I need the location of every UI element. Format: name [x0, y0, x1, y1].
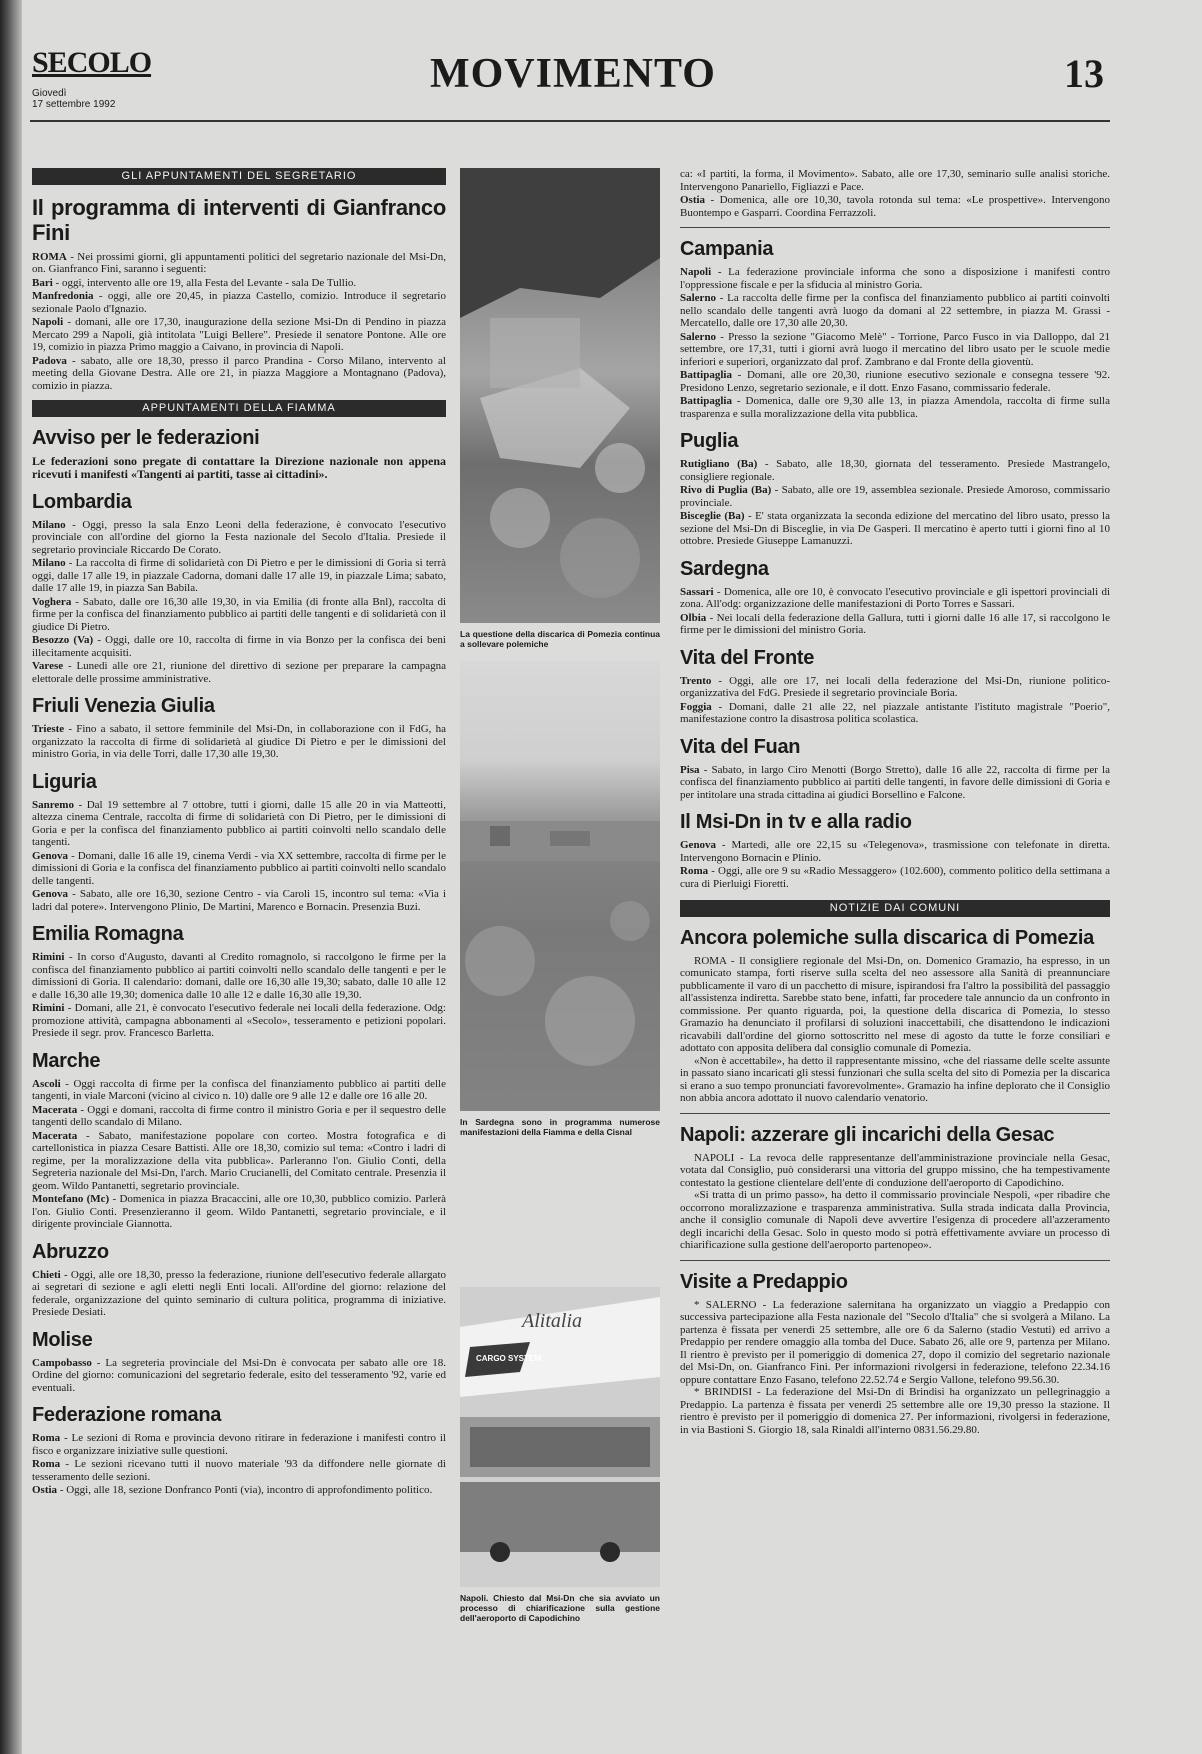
photo-discarica: [460, 168, 660, 623]
news-item-place: Besozzo (Va): [32, 634, 94, 646]
column-left: [32, 168, 446, 1498]
article-paragraph: ROMA - Il consigliere regionale del Msi-Dn, on. Domenico Gramazio, ha espresso, in un comunicato stampa, forti riserve sulla scelta del neo assessore alla Sanità di preannunciare pubblicamente il varo di un pacchetto di misure, ispirandosi fra l'altro la possibilità del passaggio all'assistenza indiretta. Sarebbe stato bene, infatti, far procedere tale annuncio da un confronto in commissione. Per quanto riguarda, poi, la questione della discarica di Pomezia, lo stesso Gramazio ha denunciato il profilarsi di soluzioni inaccettabili, che disattendono le indicazioni ricavabili dall'ordine del giorno sottoscritto nel mese di agosto da tutte le forze consiliari e adottato con apposita delibera dal consiglio comunale di Pomezia.: [680, 954, 1110, 1054]
news-item-place: Pisa: [680, 763, 700, 776]
news-item-text: - La raccolta delle firme per la confisca del finanziamento pubblico ai partiti coinvolti nello scandalo delle tangenti avrà luogo da domani al 22 settembre, in piazza M. Grassi - Mercatello, dalle ore 17,30 alle 20,30.: [680, 292, 1110, 329]
news-item: [32, 951, 446, 1001]
article-paragraph: NAPOLI - La revoca delle rappresentanze dell'amministrazione provinciale nella Gesac, votata dal Consiglio, può considerarsi una vittoria del gruppo missino, che ha tempestivamente contestato la gestione clientelare dell'ente di conduzione dell'aeroporto di Capodichino.: [680, 1151, 1110, 1189]
headline-friuli: Friuli Venezia Giulia: [32, 695, 215, 717]
news-item-text: - Domani, alle 21, è convocato l'esecutivo federale nei locali della federazione. Odg: promozione attività, campagna abbonamenti al «Secolo», tesseramento e petizioni popolari. Presiede il segr. prov. Francesco Barletta.: [32, 1002, 446, 1039]
news-item-text: - oggi, intervento alle ore 19, alla Festa del Levante - sala De Tullio.: [52, 276, 357, 289]
news-item-text: - Domenica, dalle ore 9,30 alle 13, in piazza Amendola, raccolta di firme sulla trasparenza e sulla moralizzazione della vita pubblica.: [680, 395, 1110, 420]
news-item-place: Roma: [32, 1432, 61, 1444]
news-item-text: - Sabato, alle ore 19, assemblea sezionale. Presiede Amoroso, commissario provinciale.: [680, 484, 1110, 509]
news-item: [680, 612, 1110, 637]
plane-sub: CARGO SYSTEM: [476, 1354, 541, 1363]
paras-predappio: [680, 1299, 1110, 1437]
headline-predappio: Visite a Predappio: [680, 1270, 848, 1293]
news-item: [680, 701, 1110, 726]
airplane-image: [460, 1287, 660, 1587]
news-item: [680, 395, 1110, 420]
news-item-place: Manfredonia: [32, 290, 94, 302]
headline-molise: Molise: [32, 1328, 93, 1351]
news-item: [32, 1193, 446, 1231]
dateline-date: 17 settembre 1992: [32, 99, 116, 110]
news-item: [680, 168, 1110, 193]
list-fuan: [680, 764, 1110, 802]
news-item-text: - sabato, alle ore 18,30, presso il parco Prandina - Corso Milano, intervento al meeting della Giovane Destra. Alle ore 21, in piazza Maggiore a Montagnano (Padova), comizio in piazza.: [32, 354, 446, 392]
sardegna-image: [460, 661, 660, 1111]
list-sardegna: [680, 586, 1110, 637]
news-item: [32, 1002, 446, 1040]
news-item-place: Rimini: [32, 1002, 65, 1014]
list-marche: [32, 1078, 446, 1231]
news-item-place: Ostia: [32, 1484, 58, 1496]
news-item-place: Campobasso: [32, 1356, 92, 1369]
news-item-place: Bisceglie (Ba): [680, 510, 745, 522]
column-photos: [460, 168, 660, 1635]
news-item-place: Sanremo: [32, 798, 74, 811]
paras-gesac: [680, 1152, 1110, 1252]
news-item: [32, 290, 446, 315]
headline-abruzzo: Abruzzo: [32, 1240, 109, 1263]
avviso-text: Le federazioni sono pregate di contattare la Direzione nazionale non appena ricevuti i manifesti «Tangenti ai partiti, tasse ai cittadini».: [32, 453, 446, 481]
list-emilia: [32, 951, 446, 1040]
news-item-text: - Oggi, alle ore 9 su «Radio Messaggero» (102.600), commento politico della settimana a cura di Pierluigi Fioretti.: [680, 865, 1110, 890]
news-item-text: ca: «I partiti, la forma, il Movimento». Sabato, alle ore 17,30, seminario sulle analisi storiche. Intervengono Panariello, Figliazzi e Pace.: [680, 168, 1110, 193]
divider: [680, 227, 1110, 228]
headline-pomezia: Ancora polemiche sulla discarica di Pomezia: [680, 926, 1094, 949]
news-item: [32, 1484, 446, 1497]
news-item-place: Genova: [32, 888, 69, 900]
news-item-place: Voghera: [32, 595, 72, 608]
news-item-place: Genova: [680, 839, 717, 851]
headline-puglia: Puglia: [680, 430, 739, 452]
news-item-text: - Oggi e domani, raccolta di firme contro il ministro Goria e per il sequestro delle tangenti dello scandalo di Milano.: [32, 1103, 446, 1128]
news-item-text: - Sabato, alle ore 16,30, sezione Centro - via Caroli 15, incontro sul tema: «Via i ladri dal potere». Intervengono Plinio, De Martini, Marenco e Bornacin. Presenzia Buzi.: [32, 888, 446, 913]
news-item-text: - Presso la sezione "Giacomo Melè" - Torrione, Parco Fusco in via Dalloppo, dal 21 settembre, ore 17,31, tutti i giorni avrà luogo il mercatino del libro usato per le scuole medie inferiori e superiori, organizzato dal prof. Zambrano e dal Fronte della gioventù.: [680, 330, 1110, 368]
article-paragraph: «Si tratta di un primo passo», ha detto il commissario provinciale Nespoli, «per ribadire che occorrono moralizzazione e trasparenza amministrativa. Sulla strada indicata dalla Provincia, anche il consiglio comunale di Napoli deve avvertire l'esigenza di procedere all'azzeramento degli incarichi della Gesac. Solo in questo modo si potrà effettivamente avviare un processo di chiarificazione sulla gestione dell'aeroporto partenopeo».: [680, 1189, 1110, 1251]
banner-fiamma: APPUNTAMENTI DELLA FIAMMA: [32, 400, 446, 417]
news-item-text: - Sabato, in largo Ciro Menotti (Borgo Stretto), dalle 16 alle 22, raccolta di firme per la confisca del finanziamento pubblico ai partiti delle tangenti, in favore delle dimissioni di Goria e per intitolare una strada cittadina ai giudici Borsellino e Falcone.: [680, 763, 1110, 801]
news-item: [680, 369, 1110, 394]
news-item-text: - Domenica, alle ore 10,30, tavola rotonda sul tema: «Le prospettive». Intervengono Buontempo e Gasparri. Coordina Ferrazzoli.: [680, 194, 1110, 219]
news-item: [32, 355, 446, 393]
page-binding-shadow: [0, 0, 22, 1754]
news-item-place: Ascoli: [32, 1077, 61, 1090]
discarica-image: [460, 168, 660, 623]
news-item-place: Varese: [32, 660, 64, 672]
headline-gesac: Napoli: azzerare gli incarichi della Gesac: [680, 1123, 1055, 1146]
news-item: [32, 723, 446, 761]
news-item-place: Roma: [32, 1458, 61, 1470]
news-item-text: - domani, alle ore 17,30, inaugurazione della sezione Msi-Dn di Pendino in piazza Mercato 299 a Napoli, già intitolata "Luigi Bellere". Presiede il senatore Pontone. Alle ore 19, comizio in piazza Primo maggio a Caivano, in provincia di Napoli.: [32, 316, 446, 353]
headline-sardegna: Sardegna: [680, 557, 769, 580]
news-item: [32, 850, 446, 888]
news-item-place: Trieste: [32, 723, 65, 735]
news-item-place: Genova: [32, 849, 69, 862]
divider: [680, 1260, 1110, 1261]
divider: [680, 1113, 1110, 1114]
news-item-text: - Domani, dalle 21 alle 22, nel piazzale antistante l'istituto magistrale "Poerio", manifestazione contro la disastrosa politica scolastica.: [680, 700, 1110, 725]
news-item: [680, 865, 1110, 890]
masthead: [30, 40, 1110, 122]
article-paragraph: «Non è accettabile», ha detto il rappresentante missino, «che del riassame delle scelte assunte in passato siano incaricati gli stessi funzionari che sulla scelta del sito di Pomezia per la discarica si erano a suo tempo pronunciati favorevolmente». Gramazio ha infine deplorato che il Consiglio non abbia ancora adottato il nuovo calendario venatorio.: [680, 1054, 1110, 1104]
caption-aereo: Napoli. Chiesto dal Msi-Dn che sia avviato un processo di chiarificazione sulla gestione dell'aeroporto di Capodichino: [460, 1593, 660, 1623]
list-fronte: [680, 675, 1110, 726]
news-item-place: Chieti: [32, 1268, 61, 1281]
plane-brand: Alitalia: [522, 1310, 582, 1332]
headline-fini: Il programma di interventi di Gianfranco Fini: [32, 194, 446, 245]
news-item: [680, 586, 1110, 611]
news-item-place: Padova: [32, 354, 67, 367]
news-item: [680, 331, 1110, 369]
news-item: [680, 194, 1110, 219]
section-title: MOVIMENTO: [430, 51, 716, 97]
news-item-place: Ostia: [680, 194, 706, 206]
list-puglia: [680, 458, 1110, 548]
headline-marche: Marche: [32, 1049, 101, 1072]
caption-sardegna: In Sardegna sono in programma numerose manifestazioni della Fiamma e della Cisnal: [460, 1117, 660, 1137]
news-item-place: Montefano (Mc): [32, 1193, 110, 1205]
news-item-text: - Le sezioni ricevano tutti il nuovo materiale '93 da diffondere nelle giornate di tesseramento delle sezioni.: [32, 1458, 446, 1483]
news-item: [32, 1432, 446, 1457]
news-item-text: - Le sezioni di Roma e provincia devono ritirare in federazione i manifesti contro il fisco e organizzare iniziative sulle questioni.: [32, 1432, 446, 1457]
news-item-text: - Nei prossimi giorni, gli appuntamenti politici del segretario nazionale del Msi-Dn, on. Gianfranco Fini, saranno i seguenti:: [32, 250, 446, 275]
news-item: [680, 458, 1110, 483]
news-item-text: - Oggi, alle ore 18,30, presso la federazione, riunione dell'esecutivo federale allargato ai segretari di sezione e agli eletti negli Enti locali. All'ordine del giorno: relazione del federale, organizzazione del quinto seminario di cultura politica, programma di iniziative. Presiede Desiati.: [32, 1268, 446, 1318]
headline-emilia: Emilia Romagna: [32, 923, 184, 945]
list-top: [680, 168, 1110, 219]
news-item-text: - Fino a sabato, il settore femminile del Msi-Dn, in collaborazione con il FdG, ha organizzato la raccolta di firme di solidarietà al giudice Di Pietro e per le dimissioni del ministro Goria, in via delle Torri, dalle 17,30 alle 19,30.: [32, 723, 446, 760]
news-item-text: - Oggi, presso la sala Enzo Leoni della federazione, è convocato l'esecutivo provinciale con all'ordine del giorno la Festa nazionale del Secolo d'Italia. Presiede il segretario provinciale Riccardo De Corato.: [32, 518, 446, 556]
news-item-text: - Dal 19 settembre al 7 ottobre, tutti i giorni, dalle 15 alle 20 in via Matteotti, altezza cinema Centrale, raccolta di firme di solidarietà con Di Pietro, per le dimissioni di Goria e per la confisca del finanziamento pubblico ai partiti coinvolti nello scandalo delle tangenti.: [32, 798, 446, 848]
news-item: [32, 1458, 446, 1483]
news-item-place: Bari: [32, 276, 53, 289]
news-item-place: Napoli: [680, 266, 712, 278]
headline-fronte: Vita del Fronte: [680, 646, 815, 669]
news-item-text: - Oggi, alle ore 17, nei locali della federazione del Msi-Dn, riunione politico-organizzativa del FdG. Presiede il segretario provinciale Boria.: [680, 674, 1110, 699]
news-item-place: Napoli: [32, 316, 64, 328]
news-item-place: ROMA: [32, 250, 67, 263]
news-item: [32, 277, 446, 290]
news-item-place: Roma: [680, 865, 709, 877]
dateline-day: Giovedì: [32, 88, 67, 99]
news-item: [32, 1078, 446, 1103]
news-item: [680, 675, 1110, 700]
photo-aereo: [460, 1287, 660, 1587]
news-item-place: Macerata: [32, 1103, 78, 1116]
article-paragraph: * BRINDISI - La federazione del Msi-Dn di Brindisi ha organizzato un pellegrinaggio a Predappio. La partenza è fissata per venerdì 25 settembre alle ore 19,30 presso la stazione. Il rientro è previsto per il pomeriggio di domenica 27. Per informazioni, rivolgersi in federazione, in via Bastioni S. Giorgio 18, sala Rinaldi all'interno 0831.56.29.80.: [680, 1386, 1110, 1436]
list-campania: [680, 266, 1110, 420]
paras-pomezia: [680, 955, 1110, 1105]
news-item-place: Foggia: [680, 700, 712, 713]
list-abruzzo: [32, 1269, 446, 1319]
news-item-place: Trento: [680, 674, 712, 687]
photo-sardegna: [460, 661, 660, 1111]
news-item-place: Rimini: [32, 951, 65, 963]
list-tv: [680, 839, 1110, 890]
news-item-text: - Sabato, alle 18,30, giornata del tesseramento. Presiede Mastrangelo, consigliere regionale.: [680, 458, 1110, 483]
news-item-place: Salerno: [680, 292, 717, 304]
news-item-text: - Martedì, alle ore 22,15 su «Telegenova», trasmissione con telefonate in diretta. Intervengono Bornacin e Plinio.: [680, 839, 1110, 864]
banner-comuni: NOTIZIE DAI COMUNI: [680, 900, 1110, 917]
news-item-text: - In corso d'Augusto, davanti al Credito romagnolo, si raccolgono le firme per la confisca del finanziamento pubblico ai partiti coinvolti nello scandalo delle tangenti e per le dimissioni di Goria. Il calendario: domani, dalle ore 16,30 alle 19,30; sabato, dalle 10 alle 12 e dalle 16,30 alle 19,30; domenica dalle 10 alle 12 e dalle 16,30 alle 19,30.: [32, 951, 446, 1001]
dateline: [32, 88, 115, 110]
news-item-text: - Domani, alle ore 20,30, riunione esecutivo sezionale e consegna tessere '92. Presidono Lenzo, segretario sezionale, e il dott. Enzo Fasano, commissario federale.: [680, 369, 1110, 394]
caption-discarica: La questione della discarica di Pomezia continua a sollevare polemiche: [460, 629, 660, 649]
news-item: [680, 484, 1110, 509]
news-item-place: Rutigliano (Ba): [680, 458, 758, 470]
news-item-place: Rivo di Puglia (Ba): [680, 484, 772, 496]
news-item-place: Salerno: [680, 330, 717, 343]
news-item-place: Milano: [32, 518, 66, 531]
news-item: [32, 519, 446, 557]
news-item-text: - Domenica, alle ore 10, è convocato l'esecutivo provinciale e gli ispettori provinciali di zona. All'odg: organizzazione delle manifestazioni di Porto Torres e Sassari.: [680, 585, 1110, 610]
news-item-text: - Oggi raccolta di firme per la confisca del finanziamento pubblico ai partiti delle tangenti, in viale Marconi (vicino al civico n. 10) dalle ore 9 alle 12 e dalle ore 16 alle 20.: [32, 1077, 446, 1102]
news-item-text: - La federazione provinciale informa che sono a disposizione i manifesti contro l'oppressione fiscale e per la sfiducia al ministro Goria.: [680, 266, 1110, 291]
list-fini: [32, 251, 446, 393]
news-item-text: - La raccolta di firme di solidarietà con Di Pietro e per le dimissioni di Goria si terrà oggi, dalle 17 alle 19, in piazzale Cadorna, domani dalle 17 alle 19, in piazzale Lima; sabato, dalle 17 alle 19, in piazza San Babila.: [32, 557, 446, 594]
newspaper-logo: SECOLO: [32, 46, 152, 79]
article-paragraph: * SALERNO - La federazione salernitana ha organizzato un viaggio a Predappio con successiva partecipazione alla Festa nazionale del "Secolo d'Italia" che si svolgerà a Milano. La partenza è fissata per venerdì 25 settembre, alle ore 6 da Salerno (stadio Vestuti) ed arrivo a Predappio per rendere omaggio alla tomba del Duce. Sabato 26, alle ore 9, partenza per Milano. Il rientro è previsto per il pomeriggio di domenica 27, dopo il comizio del segretario nazionale del Msi-Dn, on. Gianfranco Fini. Per informazioni rivolgersi in federazione, telefono 22.34.16 oppure contattare Enzo Fasano, telefono 22.52.74 e Sergio Vallone, telefono 99.56.30.: [680, 1298, 1110, 1386]
news-item: [32, 557, 446, 595]
list-romana: [32, 1432, 446, 1497]
list-molise: [32, 1357, 446, 1395]
column-right: [680, 168, 1110, 1436]
banner-segretario: GLI APPUNTAMENTI DEL SEGRETARIO: [32, 168, 446, 185]
news-item-place: Macerata: [32, 1129, 78, 1142]
headline-romana: Federazione romana: [32, 1404, 222, 1426]
page-number: 13: [1064, 51, 1104, 96]
news-item-text: - Oggi, alle 18, sezione Donfranco Ponti (via), incontro di approfondimento politico.: [57, 1484, 433, 1496]
news-item-text: - Lunedì alle ore 21, riunione del direttivo di sezione per preparare la campagna elettorale delle prossime amministrative.: [32, 660, 446, 685]
news-item-text: - oggi, alle ore 20,45, in piazza Castello, comizio. Introduce il segretario sezionale Paolo d'Ignazio.: [32, 290, 446, 315]
news-item-text: - La segreteria provinciale del Msi-Dn è convocata per sabato alle ore 18. Ordine del giorno: comunicazioni del segretario federale, esito del tesseramento '92, varie ed eventuali.: [32, 1356, 446, 1394]
headline-tv: Il Msi-Dn in tv e alla radio: [680, 811, 912, 833]
news-item: [32, 596, 446, 634]
news-item-place: Olbia: [680, 611, 707, 624]
headline-fuan: Vita del Fuan: [680, 735, 801, 758]
list-lombardia: [32, 519, 446, 686]
news-item-text: - Sabato, dalle ore 16,30 alle 19,30, in via Emilia (di fronte alla Bnl), raccolta di firme per la confisca del finanziamento pubblico ai partiti delle tangenti e di solidarietà con il giudice Di Pietro.: [32, 595, 446, 633]
headline-lombardia: Lombardia: [32, 490, 132, 513]
news-item: [32, 888, 446, 913]
news-item-text: - Domani, dalle 16 alle 19, cinema Verdi - via XX settembre, raccolta di firme per le dimissioni di Goria e la confisca del finanziamento pubblico ai partiti coinvolti nello scandalo delle tangenti.: [32, 849, 446, 887]
news-item: [680, 266, 1110, 291]
news-item: [32, 1104, 446, 1129]
headline-campania: Campania: [680, 238, 774, 260]
news-item-place: Milano: [32, 557, 66, 569]
news-item: [32, 799, 446, 849]
list-friuli: [32, 723, 446, 761]
news-item: [32, 634, 446, 659]
news-item: [32, 660, 446, 685]
news-item-text: - E' stata organizzata la seconda edizione del mercatino del libro usato, presso la sezione del Msi-Dn di Bisceglie, in via De Gasperi. Il mercatino è aperto tutti i giorni fino al 10 ottobre. Presiede Giuseppe Lamanuzzi.: [680, 510, 1110, 547]
news-item-place: Sassari: [680, 585, 714, 598]
list-liguria: [32, 799, 446, 914]
headline-avviso: Avviso per le federazioni: [32, 426, 260, 449]
news-item: [32, 251, 446, 276]
news-item-text: - Oggi, dalle ore 10, raccolta di firme in via Bonzo per la confisca dei beni illecitamente acquisiti.: [32, 634, 446, 659]
news-item: [680, 839, 1110, 864]
news-item-text: - Nei locali della federazione della Gallura, tutti i giorni dalle 16 alle 17, si raccolgono le firme per le dimissioni del ministro Goria.: [680, 611, 1110, 636]
news-item-text: - Domenica in piazza Bracaccini, alle ore 10,30, pubblico comizio. Parlerà l'on. Giulio Conti. Presenzieranno il geom. Wildo Pantanetti, segretario provinciale, e il dirigente provinciale Giannotta.: [32, 1193, 446, 1230]
news-item: [32, 1269, 446, 1319]
news-item: [32, 1130, 446, 1193]
news-item-place: Battipaglia: [680, 369, 732, 381]
news-item-text: - Sabato, manifestazione popolare con corteo. Mostra fotografica e di cartellonistica in piazza Cesare Battisti. Alle ore 18,30, comizio sul tema: «Contro i ladri di regime, per la moralizzazione della vita pubblica». Parleranno l'on. Giulio Conti, della Segreteria nazionale del Msi-Dn, l'arch. Mario Crucianelli, del Comitato centrale. Presenzia il geom. Wildo Pantanetti, segretario provinciale.: [32, 1129, 446, 1192]
news-item: [680, 510, 1110, 548]
news-item: [32, 1357, 446, 1395]
news-item: [680, 764, 1110, 802]
headline-liguria: Liguria: [32, 770, 97, 793]
news-item: [32, 316, 446, 354]
news-item-place: Battipaglia: [680, 395, 732, 407]
news-item: [680, 292, 1110, 330]
